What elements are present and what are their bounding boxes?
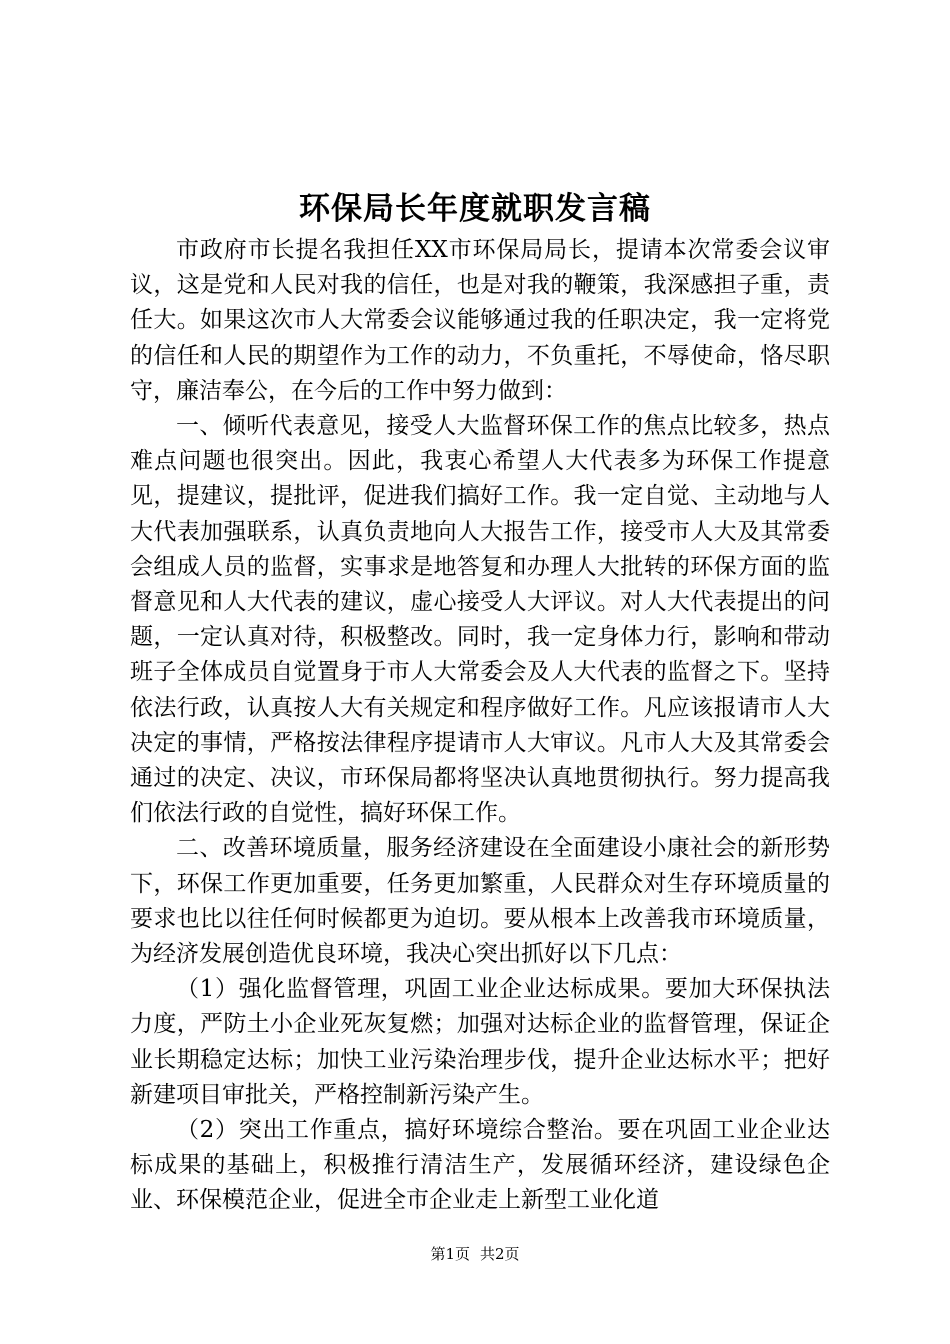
paragraph-point-one: 一、倾听代表意见，接受人大监督环保工作的焦点比较多，热点难点问题也很突出。因此，我衷心希望人大代表多为环保工作提意见，提建议，提批评，促进我们搞好工作。我一定自觉、主动地与人大代表加强联系，认真负责地向人大报告工作，接受市人大及其常委会组成人员的监督，实事求是地答复和办理人大批转的环保方面的监督意见和人大代表的建议，虚心接受人大评议。对人大代表提出的问题，一定认真对待，积极整改。同时，我一定身体力行，影响和带动班子全体成员自觉置身于市人大常委会及人大代表的监督之下。坚持依法行政，认真按人大有关规定和程序做好工作。凡应该报请市人大决定的事情，严格按法律程序提请市人大审议。凡市人大及其常委会通过的决定、决议，市环保局都将坚决认真地贯彻执行。努力提高我们依法行政的自觉性，搞好环保工作。 (130, 413, 830, 827)
paragraph-point-two: 二、改善环境质量，服务经济建设在全面建设小康社会的新形势下，环保工作更加重要，任务更加繁重，人民群众对生存环境质量的要求也比以往任何时候都更为迫切。要从根本上改善我市环境质量，为经济发展创造优良环境，我决心突出抓好以下几点： (130, 835, 830, 968)
document-body (130, 233, 830, 1219)
paragraph-subpoint-1: （1）强化监督管理，巩固工业企业达标成果。要加大环保执法力度，严防土小企业死灰复燃；加强对达标企业的监督管理，保证企业长期稳定达标；加快工业污染治理步伐，提升企业达标水平；把好新建项目审批关，严格控制新污染产生。 (130, 976, 830, 1108)
document-title: 环保局长年度就职发言稿 (299, 191, 651, 227)
paragraph-subpoint-2: （2）突出工作重点，搞好环境综合整治。要在巩固工业企业达标成果的基础上，积极推行清洁生产，发展循环经济，建设绿色企业、环保模范企业，促进全市企业走上新型工业化道 (130, 1117, 830, 1214)
page-number: 第1页 (430, 1245, 470, 1263)
paragraph-intro: 市政府市长提名我担任XX市环保局局长，提请本次常委会议审议，这是党和人民对我的信任，也是对我的鞭策，我深感担子重，责任大。如果这次市人大常委会议能够通过我的任职决定，我一定将党的信任和人民的期望作为工作的动力，不负重托，不辱使命，恪尽职守，廉洁奉公，在今后的工作中努力做到： (130, 237, 830, 404)
page-footer (0, 1244, 950, 1264)
page-total: 共2页 (480, 1245, 520, 1263)
